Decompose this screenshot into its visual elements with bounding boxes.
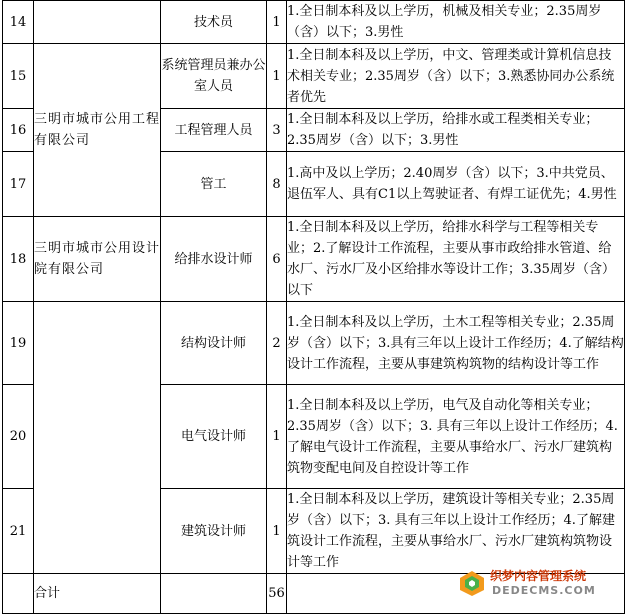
row-number: 17 — [3, 152, 34, 217]
requirements: 1.全日制本科及以上学历，给排水科学与工程等相关专业；2.了解设计工作流程，主要从事市政给排水管道、给水厂、污水厂及小区给排水等设计工作；3.35周岁（含）以下 — [287, 217, 625, 302]
position-count: 8 — [267, 152, 287, 217]
row-number: 15 — [3, 44, 34, 109]
position-count: 2 — [267, 302, 287, 385]
total-label: 合计 — [34, 574, 161, 614]
position-name: 电气设计师 — [161, 385, 267, 489]
org-name: 三明市城市公用工程有限公司 — [34, 44, 161, 217]
position-name: 结构设计师 — [161, 302, 267, 385]
row-number: 18 — [3, 217, 34, 302]
org-cell-empty — [34, 302, 161, 574]
requirements: 1.高中及以上学历；2.40周岁（含）以下；3.中共党员、退伍军人、具有C1以上驾驶证者、有焊工证优先；4.男性 — [287, 152, 625, 217]
position-count: 1 — [267, 44, 287, 109]
position-count: 6 — [267, 217, 287, 302]
requirements: 1.全日制本科及以上学历，给排水或工程类相关专业；2.35周岁（含）以下；3.男性 — [287, 109, 625, 152]
org-name: 三明市城市公用设计院有限公司 — [34, 217, 161, 302]
total-count: 56 — [267, 574, 287, 614]
row-number: 14 — [3, 1, 34, 44]
position-name: 给排水设计师 — [161, 217, 267, 302]
position-count: 1 — [267, 385, 287, 489]
row-number: 21 — [3, 489, 34, 574]
row-number: 16 — [3, 109, 34, 152]
watermark — [458, 565, 618, 599]
recruitment-table — [2, 0, 625, 614]
dedecms-logo-icon — [458, 569, 486, 597]
requirements: 1.全日制本科及以上学历，机械及相关专业；2.35周岁（含）以下；3.男性 — [287, 1, 625, 44]
row-number: 20 — [3, 385, 34, 489]
table-row — [3, 217, 625, 302]
requirements: 1.全日制本科及以上学历，电气及自动化等相关专业；2.35周岁（含）以下；3. 具有三年以上设计工作经历；4.了解电气设计工作流程，主要从事给水厂、污水厂建筑构筑物变配电间及自控设计等工作 — [287, 385, 625, 489]
position-name: 管工 — [161, 152, 267, 217]
requirements: 1.全日制本科及以上学历，建筑设计等相关专业；2.35周岁（含）以下；3. 具有三年以上设计工作经历；4.了解建筑设计工作流程，主要从事给水厂、污水厂建筑构筑物设计等工作 — [287, 489, 625, 574]
watermark-title: 织梦内容管理系统 — [490, 569, 587, 583]
org-cell-empty — [34, 1, 161, 44]
requirements: 1.全日制本科及以上学历，土木工程等相关专业；2.35周岁（含）以下；3.具有三年以上设计工作经历；4.了解结构设计工作流程，主要从事建筑构筑物的结构设计等工作 — [287, 302, 625, 385]
position-count: 3 — [267, 109, 287, 152]
position-name: 工程管理人员 — [161, 109, 267, 152]
total-position-cell — [161, 574, 267, 614]
position-count: 1 — [267, 1, 287, 44]
position-name: 技术员 — [161, 1, 267, 44]
total-number-cell — [3, 574, 34, 614]
requirements: 1.全日制本科及以上学历，中文、管理类或计算机信息技术相关专业；2.35周岁（含）以下；3.熟悉协同办公系统者优先 — [287, 44, 625, 109]
position-name: 建筑设计师 — [161, 489, 267, 574]
table-row — [3, 302, 625, 385]
row-number: 19 — [3, 302, 34, 385]
position-count: 1 — [267, 489, 287, 574]
position-name: 系统管理员兼办公室人员 — [161, 44, 267, 109]
watermark-subtitle: DEDECMS.COM — [492, 584, 596, 597]
table-row — [3, 44, 625, 109]
table-row — [3, 1, 625, 44]
